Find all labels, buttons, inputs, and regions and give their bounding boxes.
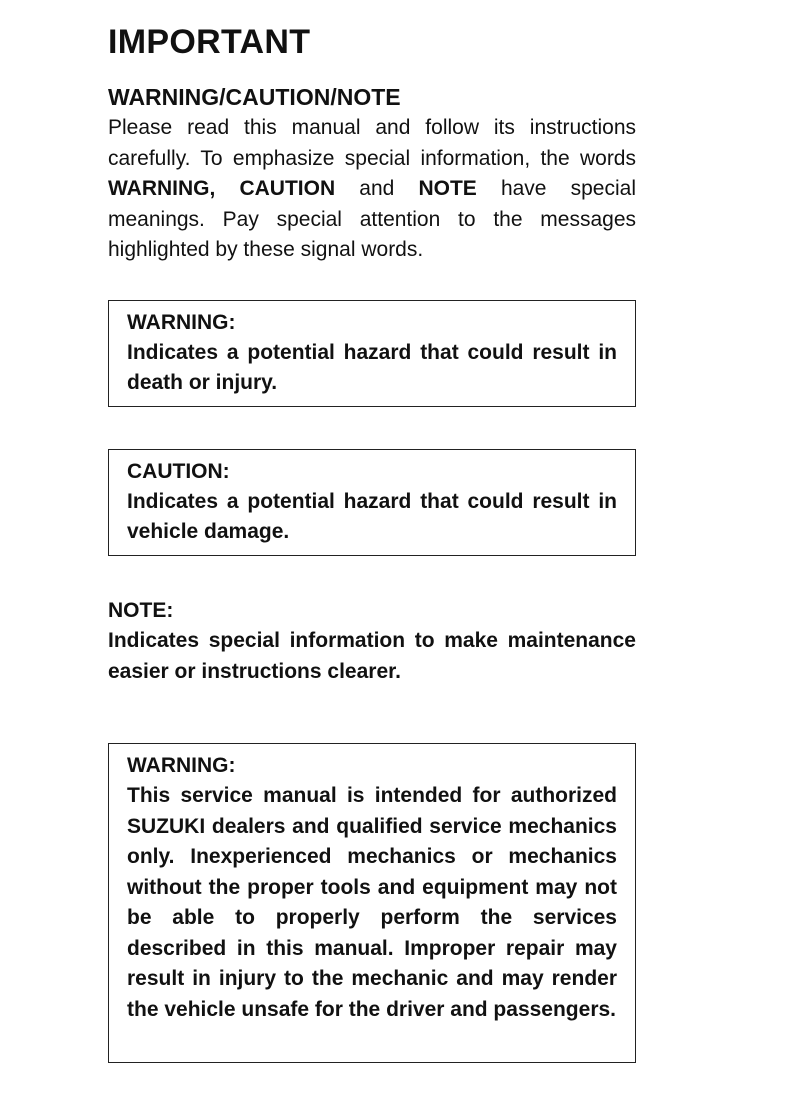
section-subtitle: WARNING/CAUTION/NOTE — [108, 84, 401, 110]
note-heading: NOTE: — [108, 599, 174, 622]
service-warning-heading: WARNING: — [127, 754, 236, 777]
note-text: Indicates special information to make maintenance easier or instructions clearer. — [108, 629, 636, 683]
intro-bold-note: NOTE — [418, 177, 477, 200]
service-warning-box — [108, 743, 636, 1063]
warning-heading: WARNING: — [127, 311, 236, 334]
service-warning-text: This service manual is intended for authorized SUZUKI dealers and qualified service mechanics only. Inexperienced mechanics or mechanics without the proper tools and equipment may not be able to properly perform the services described in this manual. Improper repair may result in injury to the mechanic and may render the vehicle unsafe for the driver and passengers. — [127, 784, 617, 1021]
intro-text-3: have special meanings. Pay special attention to the messages highlighted by these signal words. — [108, 177, 637, 261]
intro-text-1: Please read this manual and follow its instructions carefully. To emphasize special information, the words — [108, 116, 636, 170]
intro-paragraph — [108, 113, 636, 266]
caution-heading: CAUTION: — [127, 460, 230, 483]
caution-box — [108, 449, 636, 556]
page-title: IMPORTANT — [108, 23, 311, 61]
caution-text: Indicates a potential hazard that could result in vehicle damage. — [127, 490, 617, 544]
warning-text: Indicates a potential hazard that could result in death or injury. — [127, 341, 617, 395]
intro-bold-warning-caution: WARNING, CAUTION — [108, 177, 336, 200]
intro-text-2: and — [335, 177, 419, 200]
note-block — [108, 596, 636, 687]
warning-box — [108, 300, 636, 407]
